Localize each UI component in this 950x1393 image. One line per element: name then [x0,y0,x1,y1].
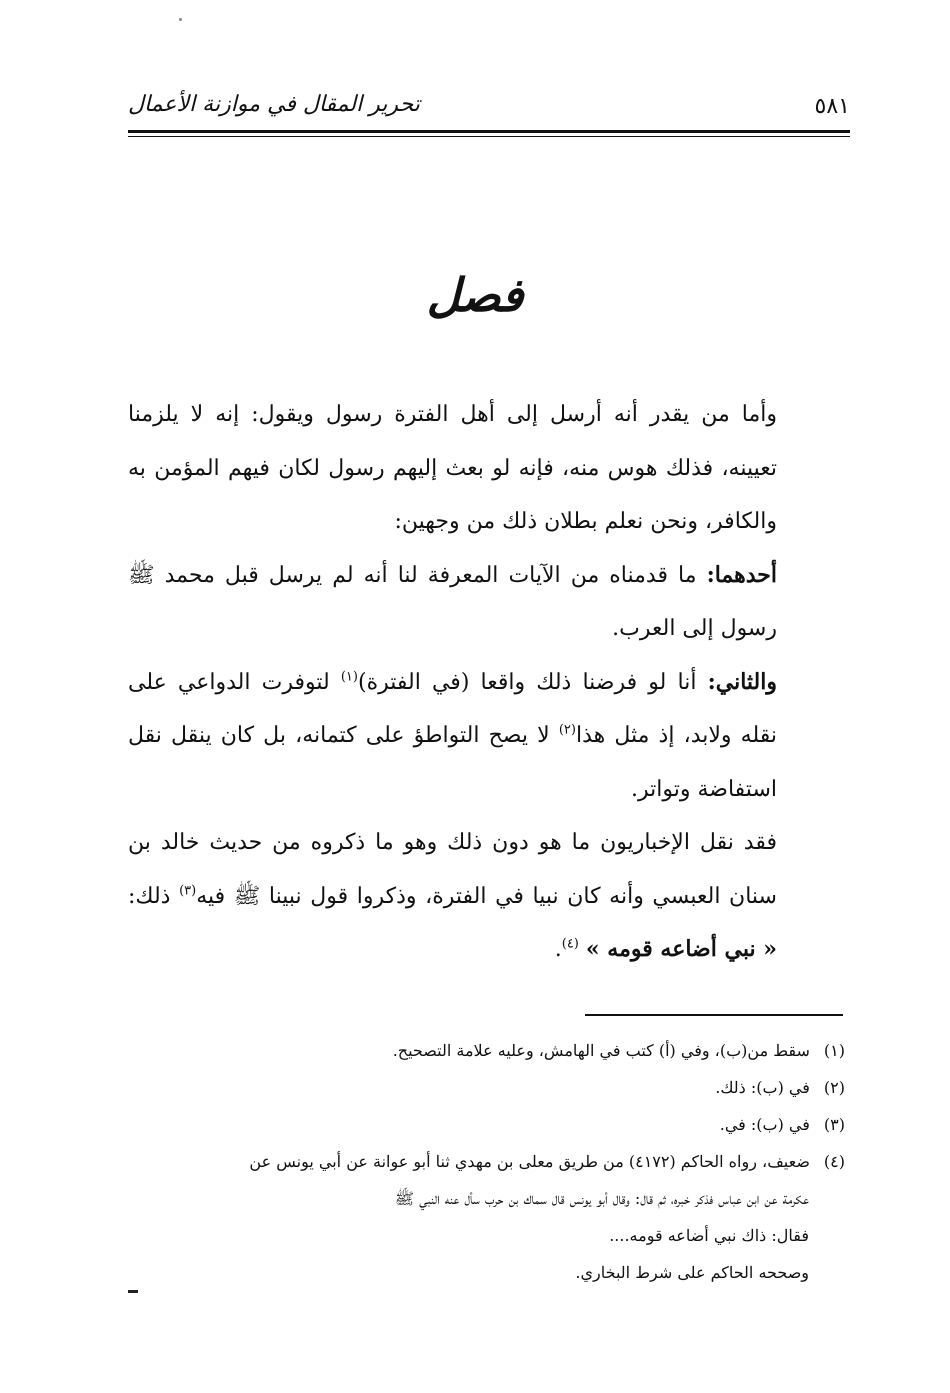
footnote-4-line-2: عكرمة عن ابن عباس فذكر خبره، ثم قال: وقال أبو يونس قال سماك بن حرب سأل عنه النبي ﷺ [394,1189,809,1208]
footnote-number: (٤) [823,1152,845,1171]
footnote-number: (٢) [823,1078,845,1097]
paragraph-2 [128,549,845,656]
paragraph-3 [128,656,845,817]
paragraph-2-text: ما قدمناه من الآيات المعرفة لنا أنه لم يرسل قبل محمد ﷺ رسول إلى العرب. [128,562,777,641]
margin-mark [128,1290,138,1293]
paragraph-4 [128,816,845,977]
footnote-3 [128,1106,845,1143]
footnote-number: (٣) [823,1115,845,1134]
footnote-ref-4[interactable]: (٤) [561,936,579,952]
footnote-text: في (ب): في. [719,1115,810,1134]
footnote-1 [128,1032,845,1069]
paragraph-4-text-b: ذلك: [128,883,171,909]
paragraph-2-lead: أحدهما: [706,561,778,588]
footnote-text: في (ب): ذلك. [715,1078,810,1097]
section-title: فصل [426,268,524,322]
page-number: ٥٨١ [814,94,850,119]
footnote-4-line-3: فقال: ذاك نبي أضاعه قومه.... [609,1226,809,1245]
main-text [128,388,845,977]
hadith-quote: « نبي أضاعه قومه » [585,936,777,962]
paragraph-3-text-b: لتوفرت الدواعي على نقله ولابد، إذ مثل هذا [128,669,777,748]
footnote-2 [128,1069,845,1106]
page-header [128,88,850,128]
header-rule-thin [128,136,850,137]
paragraph-4-text-a: فقد نقل الإخباريون ما هو دون ذلك وهو ما ذكروه من حديث خالد بن سنان العبسي وأنه كان نبيا في الفترة، وذكروا قول نبينا ﷺ فيه [128,830,777,909]
paragraph-1: وأما من يقدر أنه أرسل إلى أهل الفترة رسول ويقول: إنه لا يلزمنا تعيينه، فذلك هوس منه، فإنه لو بعث إليهم رسول لكان فيهم المؤمن به والكافر، ونحن نعلم بطلان ذلك من وجهين: [128,402,777,534]
paragraph-3-text-a: أنا لو فرضنا ذلك واقعا (في الفترة) [357,669,697,695]
footnote-4 [128,1143,845,1180]
footnote-number: (١) [823,1041,845,1060]
header-rule-thick [128,130,850,133]
footnote-text: ضعيف، رواه الحاكم (٤١٧٢) من طريق معلى بن مهدي ثنا أبو عوانة عن أبي يونس عن [249,1152,810,1171]
footnote-separator [585,1014,843,1016]
paragraph-4-end: . [554,937,562,962]
footnotes [128,1032,845,1291]
footnote-4-line-4: وصححه الحاكم على شرط البخاري. [575,1263,809,1282]
footnote-text: سقط من(ب)، وفي (أ) كتب في الهامش، وعليه علامة التصحيح. [392,1041,810,1060]
scan-speck [179,18,182,21]
paragraph-3-lead: والثاني: [707,668,777,695]
running-title: تحرير المقال في موازنة الأعمال [128,92,420,117]
footnote-ref-1[interactable]: (١) [340,669,358,685]
footnote-ref-2[interactable]: (٢) [558,722,576,738]
footnote-ref-3[interactable]: (٣) [179,883,197,899]
paragraph-3-text-c: لا يصح التواطؤ على كتمانه، بل كان ينقل نقل استفاضة وتواتر. [128,723,777,802]
